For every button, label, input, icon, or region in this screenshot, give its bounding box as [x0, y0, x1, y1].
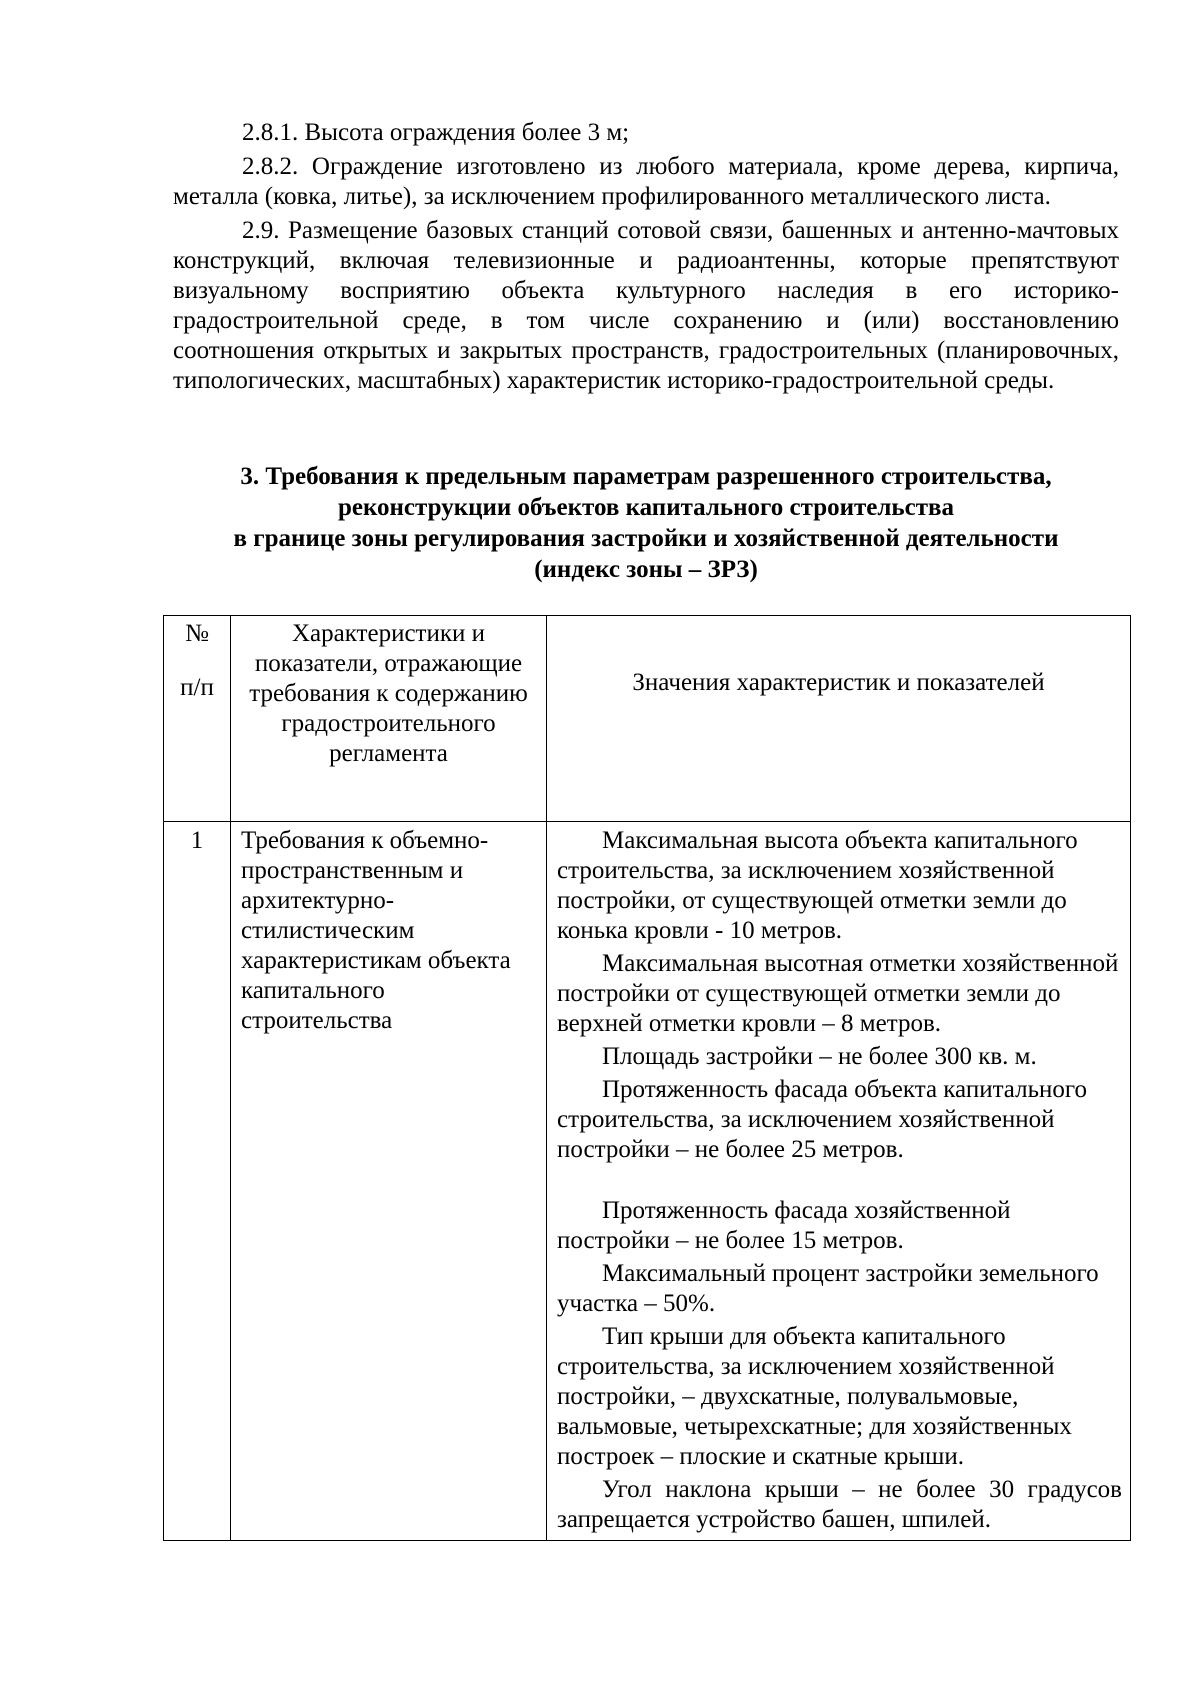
paragraph-2-8-1: 2.8.1. Высота ограждения более 3 м;	[242, 119, 630, 146]
value-roof-type: Тип крыши для объекта капитального строительства, за исключением хозяйственной постройки, – двухскатные, полувальмовые, вальмовые, четырехскатные; для хозяйственных построек – плоские и скатные крыши.	[557, 1323, 1072, 1470]
paragraph-2-8-2: 2.8.2. Ограждение изготовлено из любого материала, кроме дерева, кирпича, металла (ковка, литье), за исключением профилированного металлического листа.	[173, 153, 1119, 210]
value-outbuilding-height: Максимальная высотная отметки хозяйственной постройки от существующей отметки земли до верхней отметки кровли – 8 метров.	[557, 950, 1119, 1037]
section-3-heading	[173, 461, 1119, 585]
value-building-area: Площадь застройки – не более 300 кв. м.	[602, 1043, 1037, 1070]
header-values-cell: Значения характеристик и показателей	[547, 616, 1131, 822]
value-roof-angle: Угол наклона крыши – не более 30 градусов запрещается устройство башен, шпилей.	[557, 1476, 1122, 1533]
value-max-height: Максимальная высота объекта капитального строительства, за исключением хозяйственной постройки, от существующей отметки земли до конька кровли - 10 метров.	[557, 827, 1078, 944]
heading-line-2: реконструкции объектов капитального строительства	[337, 494, 955, 521]
paragraph-2-9: 2.9. Размещение базовых станций сотовой связи, башенных и антенно-мачтовых конструкций, включая телевизионные и радиоантенны, которые препятствуют визуальному восприятию объекта культурного наследия в его историко-градостроительной среде, в том числе сохранению и (или) восстановлению соотношения открытых и закрытых пространств, градостроительных (планировочных, типологических, масштабных) характеристик историко-градостроительной среды.	[173, 217, 1119, 394]
header-number-label: п/п	[180, 674, 214, 701]
heading-line-3: в границе зоны регулирования застройки и хозяйственной деятельности	[233, 525, 1059, 552]
header-number-symbol: №	[185, 620, 209, 647]
table-row	[164, 822, 1131, 1541]
heading-line-4: (индекс зоны – ЗРЗ)	[534, 556, 758, 583]
row-characteristic-cell: Требования к объемно-пространственным и архитектурно-стилистическим характеристикам объекта капитального строительства	[231, 822, 547, 1541]
intro-section	[173, 118, 1119, 396]
table-header-row	[164, 616, 1131, 822]
row-number-cell: 1	[164, 822, 231, 1541]
regulation-table	[163, 615, 1131, 1541]
value-max-coverage-percent: Максимальный процент застройки земельного участка – 50%.	[557, 1260, 1099, 1317]
header-number-cell	[164, 616, 231, 822]
row-values-cell	[547, 822, 1131, 1541]
value-facade-length: Протяженность фасада объекта капитального строительства, за исключением хозяйственной постройки – не более 25 метров.	[557, 1076, 1088, 1163]
value-outbuilding-facade-length: Протяженность фасада хозяйственной постройки – не более 15 метров.	[557, 1197, 1011, 1254]
heading-line-1: 3. Требования к предельным параметрам разрешенного строительства,	[240, 463, 1052, 490]
header-characteristics-cell: Характеристики и показатели, отражающие требования к содержанию градостроительного регламента	[231, 616, 547, 822]
